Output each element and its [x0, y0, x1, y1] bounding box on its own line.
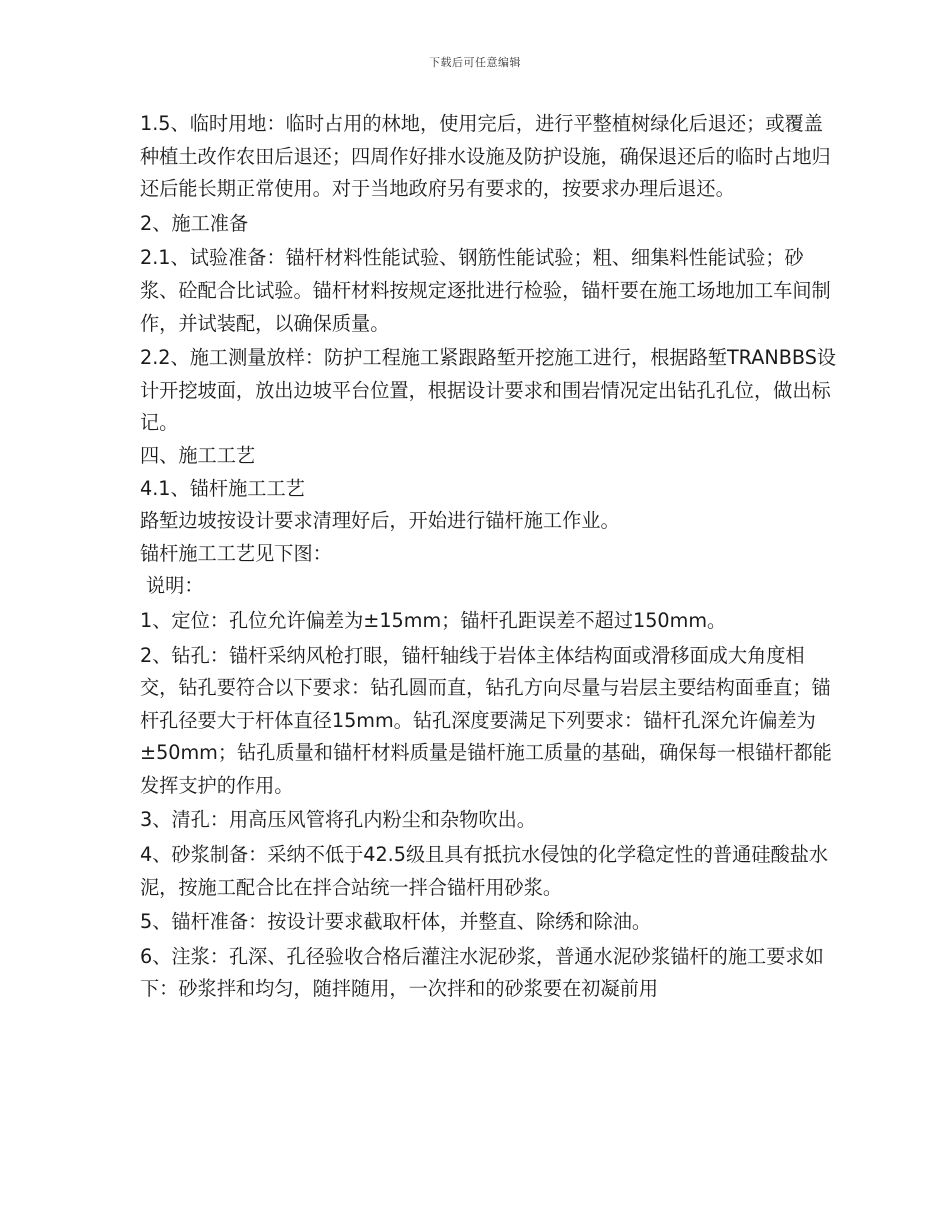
paragraph-grouting: 6、注浆：孔深、孔径验收合格后灌注水泥砂浆，普通水泥砂浆锚杆的施工要求如下：砂浆拌和均匀，随拌随用，一次拌和的砂浆要在初凝前用 [140, 944, 824, 1001]
document-body [140, 108, 840, 1006]
paragraph-positioning: 1、定位：孔位允许偏差为±15mm；锚杆孔距误差不超过150mm。 [140, 608, 727, 632]
heading-anchor-process: 4.1、锚杆施工工艺 [140, 476, 305, 500]
paragraph-figure-reference: 锚杆施工工艺见下图： [140, 541, 332, 565]
paragraph-anchor-preparation: 5、锚杆准备：按设计要求截取杆体，并整直、除绣和除油。 [140, 910, 652, 934]
paragraph-mortar-preparation: 4、砂浆制备：采纳不低于42.5级且具有抵抗水侵蚀的化学稳定性的普通硅酸盐水泥，按施工配合比在拌合站统一拌合锚杆用砂浆。 [140, 843, 829, 899]
paragraph-drilling: 2、钻孔：锚杆采纳风枪打眼，锚杆轴线于岩体主体结构面或滑移面成大角度相交，钻孔要符合以下要求：钻孔圆而直，钻孔方向尽量与岩层主要结构面垂直；锚杆孔径要大于杆体直径15mm。钻孔深度要满足下列要求：锚杆孔深允许偏差为±50mm；钻孔质量和锚杆材料质量是锚杆施工质量的基础，确保每一根锚杆都能发挥支护的作用。 [140, 643, 832, 797]
paragraph-temporary-land: 1.5、临时用地：临时占用的林地，使用完后，进行平整植树绿化后退还；或覆盖种植土改作农田后退还；四周作好排水设施及防护设施，确保退还后的临时占地归还后能长期正常使用。对于当地政府另有要求的，按要求办理后退还。 [140, 112, 831, 201]
paragraph-hole-cleaning: 3、清孔：用高压风管将孔内粉尘和杂物吹出。 [140, 808, 536, 832]
paragraph-test-preparation: 2.1、试验准备：锚杆材料性能试验、钢筋性能试验；粗、细集料性能试验；砂浆、砼配合比试验。锚杆材料按规定逐批进行检验，锚杆要在施工场地加工车间制作，并试装配，以确保质量。 [140, 246, 831, 335]
heading-construction-preparation: 2、施工准备 [140, 211, 249, 235]
label-notes: 说明： [146, 574, 204, 598]
paragraph-slope-cleaning: 路堑边坡按设计要求清理好后，开始进行锚杆施工作业。 [140, 509, 620, 533]
heading-construction-process: 四、施工工艺 [140, 443, 256, 467]
paragraph-survey-layout: 2.2、施工测量放样：防护工程施工紧跟路堑开挖施工进行，根据路堑TRANBBS设计开挖坡面，放出边坡平台位置，根据设计要求和围岩情况定出钻孔孔位，做出标记。 [140, 346, 837, 435]
page-header: 下载后可任意编辑 [429, 56, 521, 69]
